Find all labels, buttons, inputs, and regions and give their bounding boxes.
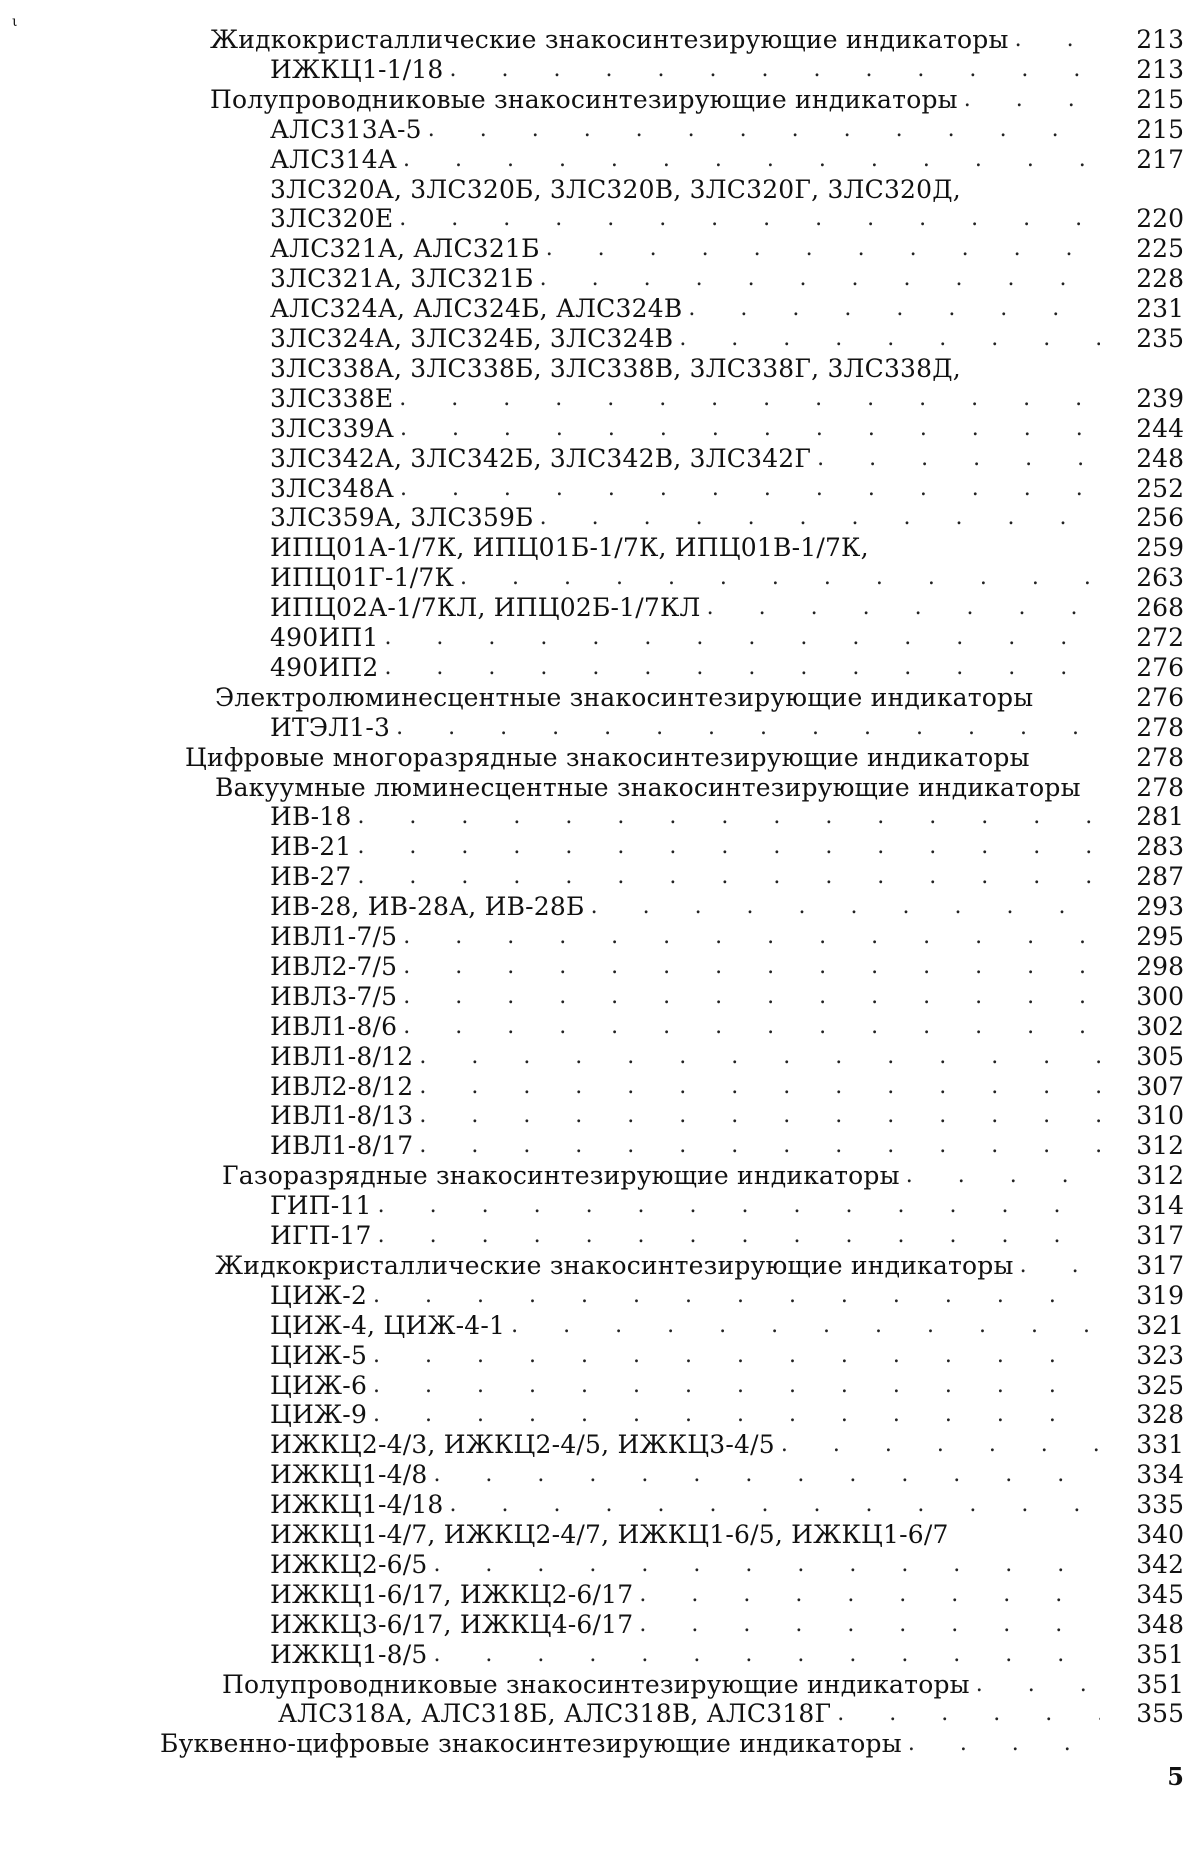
- toc-entry: [0, 1491, 1200, 1519]
- leader-dots: [357, 833, 1100, 861]
- toc-page-number: 307: [1136, 1072, 1184, 1101]
- toc-page-number: 231: [1136, 294, 1184, 323]
- toc-page-number: 321: [1136, 1311, 1184, 1340]
- toc-entry-title: [270, 1521, 1100, 1549]
- toc-entry-title: [270, 504, 1100, 532]
- leader-dots: [1015, 26, 1100, 54]
- toc-entry-title: [270, 1551, 1100, 1579]
- toc-entry-text: Буквенно-цифровые знакосинтезирующие индикаторы: [160, 1730, 908, 1758]
- toc-page-number: 283: [1136, 832, 1184, 861]
- toc-entry-text: ИВЛ1-7/5: [270, 923, 403, 951]
- toc-entry-title: [270, 415, 1100, 443]
- toc-entry-text: ЦИЖ-4, ЦИЖ-4-1: [270, 1312, 511, 1340]
- toc-entry: [0, 56, 1200, 84]
- toc-entry-text: АЛС318А, АЛС318Б, АЛС318В, АЛС318Г: [278, 1700, 837, 1728]
- toc-entry-title: [270, 475, 1100, 503]
- leader-dots: [688, 295, 1100, 323]
- leader-dots: [419, 1073, 1100, 1101]
- toc-page-number: 213: [1136, 55, 1184, 84]
- leader-dots: [591, 893, 1100, 921]
- toc-entry-title: [270, 56, 1100, 84]
- toc-entry: [0, 1222, 1200, 1250]
- toc-page-number: 305: [1136, 1042, 1184, 1071]
- toc-entry: [0, 146, 1200, 174]
- toc-page-number: 268: [1136, 593, 1184, 622]
- toc-page-number: 340: [1136, 1520, 1184, 1549]
- toc-entry: [0, 1312, 1200, 1340]
- leader-dots: [403, 923, 1100, 951]
- toc-entry: [0, 893, 1200, 921]
- toc-entry-text: ИПЦ02А-1/7КЛ, ИПЦ02Б-1/7КЛ: [270, 594, 707, 622]
- leader-dots: [433, 1641, 1100, 1669]
- toc-entry-text: АЛС314А: [270, 146, 403, 174]
- toc-entry-title: [270, 803, 1100, 831]
- toc-entry-text: 3ЛС348А: [270, 475, 400, 503]
- toc-entry: [0, 923, 1200, 951]
- leader-dots: [639, 1581, 1100, 1609]
- toc-entry-text: ИВЛ1-8/17: [270, 1132, 419, 1160]
- toc-entry-text: ИЖКЦ1-1/18: [270, 56, 450, 84]
- toc-page-number: 278: [1136, 773, 1184, 802]
- toc-entry-text: 3ЛС324А, 3ЛС324Б, 3ЛС324В: [270, 325, 679, 353]
- toc-entry-text: АЛС321А, АЛС321Б: [270, 235, 546, 263]
- leader-dots: [403, 953, 1100, 981]
- toc-entry-text: Полупроводниковые знакосинтезирующие индикаторы: [222, 1671, 976, 1699]
- toc-page-number: 295: [1136, 922, 1184, 951]
- leader-dots: [428, 116, 1100, 144]
- toc-entry-title: [270, 1132, 1100, 1160]
- toc-entry-text: ИВЛ1-8/13: [270, 1102, 419, 1130]
- toc-entry: [0, 983, 1200, 1011]
- toc-entry-title: [270, 863, 1100, 891]
- toc-entry-text: Жидкокристаллические знакосинтезирующие индикаторы: [215, 1252, 1020, 1280]
- toc-page-number: 331: [1136, 1430, 1184, 1459]
- toc-entry-title: [270, 564, 1100, 592]
- toc-page-number: 348: [1136, 1610, 1184, 1639]
- toc-page-number: 312: [1136, 1161, 1184, 1190]
- toc-page-number: [1114, 355, 1184, 383]
- page-number: 5: [1167, 1762, 1184, 1791]
- toc-entry-title: [270, 265, 1100, 293]
- toc-entry: [0, 1013, 1200, 1041]
- toc-page-number: 319: [1136, 1281, 1184, 1310]
- toc-entry: [0, 863, 1200, 891]
- toc-entry-text: 490ИП1: [270, 624, 384, 652]
- toc-entry: [0, 116, 1200, 144]
- toc-entry-text: ИВЛ1-8/6: [270, 1013, 403, 1041]
- leader-dots: [781, 1431, 1100, 1459]
- toc-entry-title: [185, 744, 1100, 772]
- toc-page-number: 302: [1136, 1012, 1184, 1041]
- toc-entry: [0, 1551, 1200, 1579]
- toc-page-number: 228: [1136, 264, 1184, 293]
- toc-page-number: 325: [1136, 1371, 1184, 1400]
- leader-dots: [460, 564, 1100, 592]
- toc-page-number: 263: [1136, 563, 1184, 592]
- toc-page-number: 298: [1136, 952, 1184, 981]
- leader-dots: [964, 86, 1100, 114]
- toc-entry-title: [270, 355, 1100, 383]
- toc-page-number: 335: [1136, 1490, 1184, 1519]
- toc-entry-title: [270, 654, 1100, 682]
- toc-entry: [0, 1132, 1200, 1160]
- toc-entry-title: [270, 1491, 1100, 1519]
- toc-entry-text: ГИП-11: [270, 1192, 378, 1220]
- leader-dots: [433, 1461, 1100, 1489]
- toc-entry: [0, 1372, 1200, 1400]
- toc-entry-text: АЛС313А-5: [270, 116, 428, 144]
- leader-dots: [373, 1282, 1100, 1310]
- toc-entry-text: АЛС324А, АЛС324Б, АЛС324В: [270, 295, 688, 323]
- toc-page-number: 248: [1136, 444, 1184, 473]
- toc-entry-title: [270, 893, 1100, 921]
- toc-entry-text: ИВЛ2-8/12: [270, 1073, 419, 1101]
- toc-entry-title: [270, 1461, 1100, 1489]
- toc-entry-text: 3ЛС320А, 3ЛС320Б, 3ЛС320В, 3ЛС320Г, 3ЛС320Д,: [270, 176, 967, 204]
- toc-entry-text: 3ЛС338А, 3ЛС338Б, 3ЛС338В, 3ЛС338Г, 3ЛС338Д,: [270, 355, 967, 383]
- toc-entry-title: [270, 1043, 1100, 1071]
- leader-dots: [540, 504, 1100, 532]
- leader-dots: [384, 624, 1100, 652]
- toc-page-number: 235: [1136, 324, 1184, 353]
- toc-page-number: 276: [1136, 653, 1184, 682]
- leader-dots: [378, 1222, 1100, 1250]
- toc-entry-title: [270, 1431, 1100, 1459]
- toc-entry-title: [270, 1611, 1100, 1639]
- toc-entry: [0, 1401, 1200, 1429]
- toc-entry: [0, 26, 1200, 54]
- leader-dots: [373, 1342, 1100, 1370]
- toc-entry-title: [270, 594, 1100, 622]
- leader-dots: [837, 1700, 1100, 1728]
- toc-entry-title: [270, 1342, 1100, 1370]
- leader-dots: [399, 385, 1100, 413]
- toc-entry: [0, 833, 1200, 861]
- leader-dots: [679, 325, 1100, 353]
- toc-entry-text: ИВ-27: [270, 863, 357, 891]
- toc-entry: [0, 1521, 1200, 1549]
- leader-dots: [419, 1043, 1100, 1071]
- leader-dots: [357, 863, 1100, 891]
- toc-entry-title: [270, 445, 1100, 473]
- toc-page-number: 213: [1136, 25, 1184, 54]
- toc-entry-title: [270, 624, 1100, 652]
- leader-dots: [1020, 1252, 1100, 1280]
- toc-page-number: 317: [1136, 1221, 1184, 1250]
- toc-entry: [0, 1730, 1200, 1758]
- toc-entry-title: [270, 714, 1100, 742]
- leader-dots: [450, 1491, 1100, 1519]
- toc-entry: [0, 1700, 1200, 1728]
- leader-dots: [396, 714, 1100, 742]
- leader-dots: [433, 1551, 1100, 1579]
- toc-entry-text: ИВЛ3-7/5: [270, 983, 403, 1011]
- toc-page-number: 342: [1136, 1550, 1184, 1579]
- toc-entry-text: Полупроводниковые знакосинтезирующие индикаторы: [210, 86, 964, 114]
- toc-entry-title: [270, 146, 1100, 174]
- toc-entry-title: [278, 1700, 1100, 1728]
- toc-entry-title: [270, 983, 1100, 1011]
- toc-entry-text: 490ИП2: [270, 654, 384, 682]
- leader-dots: [540, 265, 1100, 293]
- toc-entry: [0, 1342, 1200, 1370]
- toc-entry: [0, 1641, 1200, 1669]
- toc-entry-text: Электролюминесцентные знакосинтезирующие индикаторы: [215, 684, 1039, 712]
- toc-entry-text: ИЖКЦ1-4/8: [270, 1461, 433, 1489]
- toc-entry-title: [210, 26, 1100, 54]
- toc-entry: [0, 475, 1200, 503]
- toc-entry: [0, 86, 1200, 114]
- toc-entry: [0, 265, 1200, 293]
- leader-dots: [906, 1162, 1100, 1190]
- toc-page-number: 244: [1136, 414, 1184, 443]
- toc-entry-text: ИЖКЦ3-6/17, ИЖКЦ4-6/17: [270, 1611, 639, 1639]
- toc-page-number: 278: [1136, 743, 1184, 772]
- toc-entry-title: [270, 923, 1100, 951]
- toc-page-number: 323: [1136, 1341, 1184, 1370]
- toc-page-number: 278: [1136, 713, 1184, 742]
- leader-dots: [403, 146, 1100, 174]
- toc-entry: [0, 1431, 1200, 1459]
- toc-entry: [0, 1192, 1200, 1220]
- leader-dots: [707, 594, 1100, 622]
- toc-entry-text: ЦИЖ-9: [270, 1401, 373, 1429]
- toc-entry: [0, 415, 1200, 443]
- toc-entry: [0, 744, 1200, 772]
- toc-entry: [0, 445, 1200, 473]
- toc-entry-text: Цифровые многоразрядные знакосинтезирующие индикаторы: [185, 744, 1036, 772]
- toc-entry-title: [270, 385, 1100, 413]
- leader-dots: [639, 1611, 1100, 1639]
- toc-entry: [0, 714, 1200, 742]
- toc-entry: [0, 1162, 1200, 1190]
- toc-entry-text: 3ЛС339А: [270, 415, 400, 443]
- toc-page-number: 317: [1136, 1251, 1184, 1280]
- leader-dots: [399, 205, 1100, 233]
- leader-dots: [403, 1013, 1100, 1041]
- toc-page-number: 215: [1136, 115, 1184, 144]
- toc-entry-text: ЦИЖ-6: [270, 1372, 373, 1400]
- leader-dots: [419, 1102, 1100, 1130]
- toc-entry-title: [215, 1252, 1100, 1280]
- toc-entry-title: [270, 235, 1100, 263]
- toc-page-number: 312: [1136, 1131, 1184, 1160]
- leader-dots: [378, 1192, 1100, 1220]
- toc-page-number: 239: [1136, 384, 1184, 413]
- leader-dots: [908, 1730, 1100, 1758]
- leader-dots: [450, 56, 1100, 84]
- toc-entry-text: ИВ-18: [270, 803, 357, 831]
- toc-entry: [0, 385, 1200, 413]
- toc-entry: [0, 1282, 1200, 1310]
- toc-entry: [0, 1581, 1200, 1609]
- toc-entry: [0, 295, 1200, 323]
- toc-entry-text: ИЖКЦ1-6/17, ИЖКЦ2-6/17: [270, 1581, 639, 1609]
- toc-page-number: 355: [1136, 1699, 1184, 1728]
- toc-entry-text: ИЖКЦ1-4/7, ИЖКЦ2-4/7, ИЖКЦ1-6/5, ИЖКЦ1-6/7: [270, 1521, 955, 1549]
- toc-entry: [0, 564, 1200, 592]
- toc-entry: [0, 594, 1200, 622]
- toc-entry-text: 3ЛС359А, 3ЛС359Б: [270, 504, 540, 532]
- toc-entry-text: ЦИЖ-2: [270, 1282, 373, 1310]
- leader-dots: [546, 235, 1100, 263]
- toc-entry: [0, 1043, 1200, 1071]
- toc-page-number: 314: [1136, 1191, 1184, 1220]
- toc-entry-title: [270, 953, 1100, 981]
- toc-entry-title: [270, 833, 1100, 861]
- toc-entry-title: [270, 116, 1100, 144]
- toc-entry: [0, 325, 1200, 353]
- toc-entry: [0, 774, 1200, 802]
- toc-entry: [0, 176, 1200, 204]
- toc-page-number: 272: [1136, 623, 1184, 652]
- toc-entry-text: ИЖКЦ1-4/18: [270, 1491, 450, 1519]
- toc-entry: [0, 684, 1200, 712]
- toc-entry-title: [270, 1581, 1100, 1609]
- toc-entry-text: ИВ-21: [270, 833, 357, 861]
- toc-entry-text: ИЖКЦ1-8/5: [270, 1641, 433, 1669]
- toc-entry-text: ЦИЖ-5: [270, 1342, 373, 1370]
- leader-dots: [419, 1132, 1100, 1160]
- toc-entry-title: [160, 1730, 1100, 1758]
- toc-page-number: 328: [1136, 1400, 1184, 1429]
- leader-dots: [357, 803, 1100, 831]
- toc-entry-title: [270, 534, 1100, 562]
- toc-page-number: 252: [1136, 474, 1184, 503]
- toc-entry-title: [215, 774, 1100, 802]
- toc-page-number: 293: [1136, 892, 1184, 921]
- toc-page-number: 215: [1136, 85, 1184, 114]
- toc-entry-text: ИПЦ01А-1/7К, ИПЦ01Б-1/7К, ИПЦ01В-1/7К,: [270, 534, 875, 562]
- toc-entry: [0, 355, 1200, 383]
- toc-page-number: 256: [1136, 503, 1184, 532]
- toc-page-number: [1114, 176, 1184, 204]
- toc-page-number: 220: [1136, 204, 1184, 233]
- toc-entry-title: [270, 1102, 1100, 1130]
- toc-page-number: 351: [1136, 1640, 1184, 1669]
- toc-entry: [0, 205, 1200, 233]
- toc-entry-title: [270, 1222, 1100, 1250]
- toc-entry-text: ИПЦ01Г-1/7К: [270, 564, 460, 592]
- toc-entry-text: ИВЛ1-8/12: [270, 1043, 419, 1071]
- toc-entry: [0, 1252, 1200, 1280]
- toc-entry-text: Вакуумные люминесцентные знакосинтезирующие индикаторы: [215, 774, 1087, 802]
- leader-dots: [384, 654, 1100, 682]
- toc-entry: [0, 504, 1200, 532]
- margin-mark: ι: [12, 14, 18, 30]
- toc-page-number: 300: [1136, 982, 1184, 1011]
- toc-entry-title: [270, 1013, 1100, 1041]
- toc-page-number: [1114, 1730, 1184, 1758]
- toc-entry-title: [270, 1073, 1100, 1101]
- toc-page-number: 345: [1136, 1580, 1184, 1609]
- toc-entry-title: [270, 205, 1100, 233]
- toc-entry-text: 3ЛС320Е: [270, 205, 399, 233]
- toc-entry: [0, 1102, 1200, 1130]
- toc-entry-text: ИГП-17: [270, 1222, 378, 1250]
- toc-entry-text: 3ЛС342А, 3ЛС342Б, 3ЛС342В, 3ЛС342Г: [270, 445, 817, 473]
- toc-page-number: 259: [1136, 533, 1184, 562]
- toc-entry-title: [270, 176, 1100, 204]
- toc-entry-title: [270, 1312, 1100, 1340]
- toc-page-number: 310: [1136, 1101, 1184, 1130]
- toc-entry-title: [222, 1671, 1100, 1699]
- leader-dots: [817, 445, 1100, 473]
- toc-entry-title: [270, 1401, 1100, 1429]
- toc-entry-title: [270, 1192, 1100, 1220]
- toc-entry-title: [222, 1162, 1100, 1190]
- toc-entry-text: ИЖКЦ2-4/3, ИЖКЦ2-4/5, ИЖКЦ3-4/5: [270, 1431, 781, 1459]
- toc-entry: [0, 1461, 1200, 1489]
- toc-entry-title: [270, 295, 1100, 323]
- toc-page-number: 334: [1136, 1460, 1184, 1489]
- leader-dots: [403, 983, 1100, 1011]
- toc-entry-text: ИТЭЛ1-3: [270, 714, 396, 742]
- toc-entry: [0, 654, 1200, 682]
- leader-dots: [400, 475, 1100, 503]
- leader-dots: [373, 1401, 1100, 1429]
- toc-entry: [0, 803, 1200, 831]
- toc-entry-text: 3ЛС338Е: [270, 385, 399, 413]
- toc-entry: [0, 235, 1200, 263]
- toc-entry-text: ИВ-28, ИВ-28А, ИВ-28Б: [270, 893, 591, 921]
- toc-entry-text: 3ЛС321А, 3ЛС321Б: [270, 265, 540, 293]
- toc-entry: [0, 534, 1200, 562]
- toc-entry: [0, 1611, 1200, 1639]
- leader-dots: [373, 1372, 1100, 1400]
- toc-entry-title: [270, 325, 1100, 353]
- toc-page-number: 281: [1136, 802, 1184, 831]
- leader-dots: [976, 1671, 1100, 1699]
- toc-entry: [0, 953, 1200, 981]
- toc-page-number: 225: [1136, 234, 1184, 263]
- toc-page-number: 287: [1136, 862, 1184, 891]
- toc-entry-title: [210, 86, 1100, 114]
- toc-entry-title: [270, 1641, 1100, 1669]
- toc-entry: [0, 1073, 1200, 1101]
- toc-page-number: 217: [1136, 145, 1184, 174]
- toc-page-number: 276: [1136, 683, 1184, 712]
- leader-dots: [511, 1312, 1100, 1340]
- toc-entry-text: Жидкокристаллические знакосинтезирующие индикаторы: [210, 26, 1015, 54]
- toc-entry: [0, 624, 1200, 652]
- toc-entry-text: ИЖКЦ2-6/5: [270, 1551, 433, 1579]
- leader-dots: [400, 415, 1100, 443]
- toc-entry-text: Газоразрядные знакосинтезирующие индикаторы: [222, 1162, 906, 1190]
- toc-page-number: 351: [1136, 1670, 1184, 1699]
- toc-entry: [0, 1671, 1200, 1699]
- toc-entry-title: [215, 684, 1100, 712]
- toc-entry-text: ИВЛ2-7/5: [270, 953, 403, 981]
- toc-entry-title: [270, 1372, 1100, 1400]
- toc-entry-title: [270, 1282, 1100, 1310]
